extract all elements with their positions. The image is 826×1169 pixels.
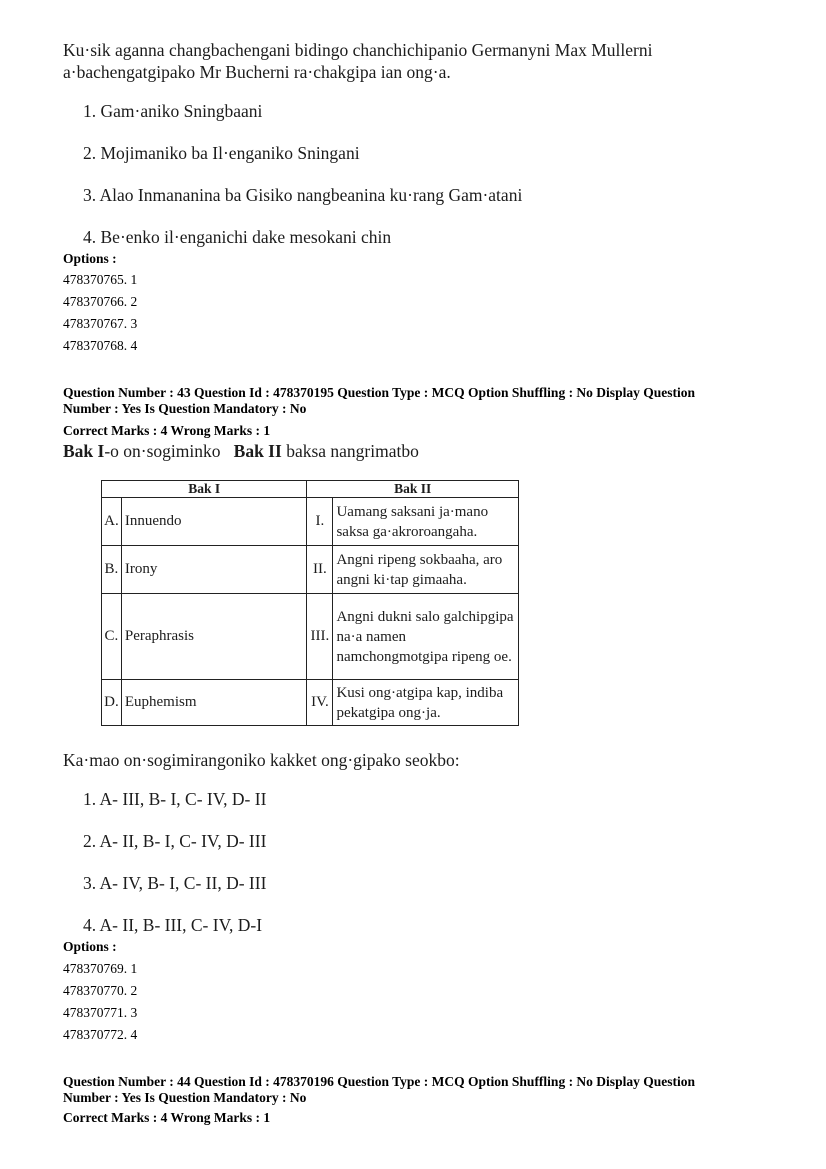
q42-text-line-2: a·bachengatgipako Mr Bucherni ra·chakgipa ian ong·a. — [63, 62, 451, 82]
q43-choice-3: 3. A- IV, B- I, C- II, D- III — [83, 873, 267, 893]
q43-marks: Correct Marks : 4 Wrong Marks : 1 — [63, 423, 271, 438]
row-term: Euphemism — [121, 680, 307, 726]
match-table-header-bak1: Bak I — [102, 481, 307, 498]
q42-text-line-1: Ku·sik aganna changbachengani bidingo chanchichipanio Germanyni Max Mullerni — [63, 40, 653, 60]
q43-choice-2: 2. A- II, B- I, C- IV, D- III — [83, 831, 267, 851]
q44-meta-line-2: Number : Yes Is Question Mandatory : No — [63, 1090, 307, 1105]
q43-prompt-bak1: Bak I — [63, 441, 105, 461]
row-key: B. — [102, 546, 122, 594]
q43-choice-4: 4. A- II, B- III, C- IV, D-I — [83, 915, 263, 935]
row-term: Irony — [121, 546, 307, 594]
match-table-header-bak2: Bak II — [307, 481, 519, 498]
row-key: A. — [102, 498, 122, 546]
row-numeral: I. — [307, 498, 333, 546]
row-numeral: IV. — [307, 680, 333, 726]
q42-option-3: 478370767. 3 — [63, 316, 138, 331]
match-table — [101, 480, 519, 726]
match-table-row — [102, 498, 519, 546]
q42-options-label: Options : — [63, 251, 117, 266]
row-description: Angni dukni salo galchipgipa na·a namen namchongmotgipa ripeng oe. — [333, 594, 519, 680]
q42-choice-3: 3. Alao Inmananina ba Gisiko nangbeanina ku·rang Gam·atani — [83, 185, 523, 205]
q43-option-1: 478370769. 1 — [63, 961, 138, 976]
row-key: C. — [102, 594, 122, 680]
q44-marks: Correct Marks : 4 Wrong Marks : 1 — [63, 1110, 271, 1125]
q44-meta-line-1: Question Number : 44 Question Id : 478370196 Question Type : MCQ Option Shuffling : No Display Question — [63, 1074, 695, 1089]
match-table-row — [102, 546, 519, 594]
row-description: Angni ripeng sokbaaha, aro angni ki·tap gimaaha. — [333, 546, 519, 594]
q43-prompt-mid2: baksa nangrimatbo — [286, 441, 419, 461]
row-term: Peraphrasis — [121, 594, 307, 680]
row-term: Innuendo — [121, 498, 307, 546]
row-key: D. — [102, 680, 122, 726]
row-numeral: II. — [307, 546, 333, 594]
row-numeral: III. — [307, 594, 333, 680]
match-table-row — [102, 680, 519, 726]
q43-prompt — [63, 441, 419, 462]
q42-option-4: 478370768. 4 — [63, 338, 138, 353]
match-table-row — [102, 594, 519, 680]
q42-choice-2: 2. Mojimaniko ba Il·enganiko Sningani — [83, 143, 360, 163]
q43-choice-1: 1. A- III, B- I, C- IV, D- II — [83, 789, 267, 809]
row-description: Uamang saksani ja·mano saksa ga·akroroangaha. — [333, 498, 519, 546]
q43-option-2: 478370770. 2 — [63, 983, 138, 998]
row-description: Kusi ong·atgipa kap, indiba pekatgipa ong·ja. — [333, 680, 519, 726]
q43-meta-line-1: Question Number : 43 Question Id : 478370195 Question Type : MCQ Option Shuffling : No Display Question — [63, 385, 695, 400]
q43-option-3: 478370771. 3 — [63, 1005, 138, 1020]
q42-option-2: 478370766. 2 — [63, 294, 138, 309]
q42-choice-4: 4. Be·enko il·enganichi dake mesokani chin — [83, 227, 392, 247]
q42-option-1: 478370765. 1 — [63, 272, 138, 287]
q43-prompt-mid1: -o on·sogiminko — [104, 441, 221, 461]
q43-prompt-bak2: Bak II — [233, 441, 282, 461]
match-table-header-row — [102, 481, 519, 498]
q42-choice-1: 1. Gam·aniko Sningbaani — [83, 101, 263, 121]
q43-option-4: 478370772. 4 — [63, 1027, 138, 1042]
q43-question: Ka·mao on·sogimirangoniko kakket ong·gipako seokbo: — [63, 750, 460, 770]
q43-meta-line-2: Number : Yes Is Question Mandatory : No — [63, 401, 307, 416]
q43-options-label: Options : — [63, 939, 117, 954]
